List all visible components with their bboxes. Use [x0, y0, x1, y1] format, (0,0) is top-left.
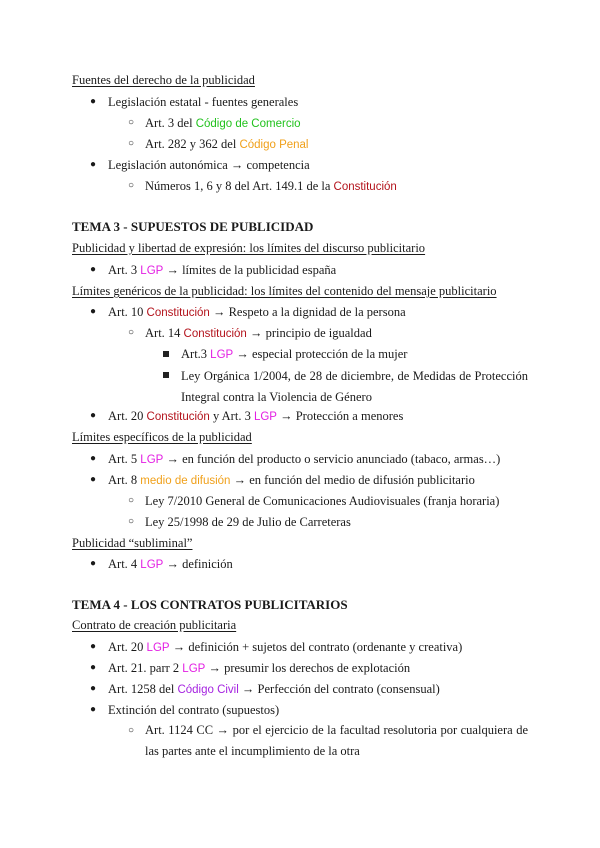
bullet-dot-icon: ●: [90, 96, 97, 107]
section-heading: Límites genéricos de la publicidad: los límites del contenido del mensaje publicitario: [72, 284, 497, 298]
item-text: → definición + sujetos del contrato (ordenante y creativa): [169, 640, 463, 654]
item-text: Art.3: [181, 347, 211, 361]
list-item: [108, 472, 475, 489]
bullet-dot-icon: ●: [90, 683, 97, 694]
item-text: → Respeto a la dignidad de la persona: [209, 305, 406, 319]
bullet-circle-icon: ○: [128, 138, 135, 149]
term-lgp: LGP: [253, 411, 277, 423]
item-text: → límites de la publicidad españa: [163, 263, 337, 277]
bullet-dot-icon: ●: [90, 474, 97, 485]
item-text: Art. 10: [108, 305, 147, 319]
item-text: Art. 5: [108, 452, 141, 466]
item-text: → Protección a menores: [276, 409, 404, 423]
list-item: [108, 262, 336, 279]
bullet-circle-icon: ○: [128, 180, 135, 191]
term-codigo-civil: Código Civil: [177, 684, 239, 696]
section-heading: Límites específicos de la publicidad: [72, 430, 252, 444]
item-text: Art. 282 y 362 del: [145, 137, 240, 151]
bullet-dot-icon: ●: [90, 453, 97, 464]
bullet-dot-icon: ●: [90, 662, 97, 673]
bullet-dot-icon: ●: [90, 159, 97, 170]
list-item: [108, 408, 403, 425]
bullet-circle-icon: ○: [128, 495, 135, 506]
item-text: → definición: [163, 557, 233, 571]
term-codigo-penal: Código Penal: [239, 139, 309, 151]
item-text: → presumir los derechos de explotación: [205, 661, 411, 675]
term-lgp: LGP: [140, 559, 164, 571]
item-text: Art. 14: [145, 326, 184, 340]
bullet-circle-icon: ○: [128, 516, 135, 527]
list-item: [108, 556, 233, 573]
term-constitucion: Constitución: [333, 181, 397, 193]
item-text: Art. 3 del: [145, 116, 196, 130]
item-text: → en función del producto o servicio anunciado (tabaco, armas…): [163, 452, 501, 466]
item-text: Art. 20: [108, 409, 147, 423]
section-heading: Contrato de creación publicitaria: [72, 618, 237, 632]
bullet-dot-icon: ●: [90, 306, 97, 317]
item-text: Art. 21. parr 2: [108, 661, 183, 675]
term-lgp: LGP: [140, 454, 164, 466]
term-medio-difusion: medio de difusión: [140, 475, 231, 487]
item-text: → principio de igualdad: [246, 326, 372, 340]
bullet-dot-icon: ●: [90, 410, 97, 421]
list-item: [108, 639, 462, 656]
list-item: [108, 681, 440, 698]
list-item: Ley 7/2010 General de Comunicaciones Audiovisuales (franja horaria): [145, 494, 500, 508]
item-text: → en función del medio de difusión publicitario: [230, 473, 475, 487]
list-item: Art. 1124 CC → por el ejercicio de la facultad resolutoria por cualquiera de las partes ante el incumplimiento de la otra: [145, 723, 528, 758]
page-title: TEMA 3 - SUPUESTOS DE PUBLICIDAD: [72, 219, 314, 234]
bullet-square-icon: [163, 351, 169, 357]
section-heading: Publicidad “subliminal”: [72, 536, 193, 550]
item-text: Art. 4: [108, 557, 141, 571]
bullet-dot-icon: ●: [90, 641, 97, 652]
list-item: [145, 115, 301, 132]
item-text: Art. 8: [108, 473, 141, 487]
item-text: y Art. 3: [209, 409, 254, 423]
item-text: Art. 20: [108, 640, 147, 654]
bullet-circle-icon: ○: [128, 327, 135, 338]
term-constitucion: Constitución: [183, 328, 247, 340]
bullet-circle-icon: ○: [128, 725, 135, 736]
list-item: Ley Orgánica 1/2004, de 28 de diciembre, de Medidas de Protección Integral contra la Violencia de Género: [181, 369, 528, 404]
term-lgp: LGP: [182, 663, 206, 675]
list-item: [145, 178, 397, 195]
list-item: [108, 304, 406, 321]
list-item: Legislación autonómica → competencia: [108, 158, 310, 172]
bullet-square-icon: [163, 372, 169, 378]
list-item: [181, 346, 407, 363]
term-lgp: LGP: [210, 349, 234, 361]
item-text: → Perfección del contrato (consensual): [238, 682, 440, 696]
term-lgp: LGP: [146, 642, 170, 654]
bullet-dot-icon: ●: [90, 264, 97, 275]
term-constitucion: Constitución: [146, 411, 210, 423]
bullet-dot-icon: ●: [90, 704, 97, 715]
item-text: → especial protección de la mujer: [233, 347, 408, 361]
list-item: Ley 25/1998 de 29 de Julio de Carreteras: [145, 515, 351, 529]
bullet-dot-icon: ●: [90, 558, 97, 569]
term-codigo-comercio: Código de Comercio: [195, 118, 301, 130]
item-text: Art. 1258 del: [108, 682, 178, 696]
list-item: [145, 136, 309, 153]
section-heading: Fuentes del derecho de la publicidad: [72, 73, 255, 87]
section-heading: Publicidad y libertad de expresión: los límites del discurso publicitario: [72, 241, 426, 255]
list-item: [108, 451, 500, 468]
item-text: Números 1, 6 y 8 del Art. 149.1 de la: [145, 179, 334, 193]
bullet-circle-icon: ○: [128, 117, 135, 128]
list-item: Extinción del contrato (supuestos): [108, 703, 280, 717]
page-title: TEMA 4 - LOS CONTRATOS PUBLICITARIOS: [72, 597, 348, 612]
item-text: Art. 3: [108, 263, 141, 277]
term-constitucion: Constitución: [146, 307, 210, 319]
list-item: Legislación estatal - fuentes generales: [108, 95, 299, 109]
list-item: [108, 660, 410, 677]
list-item: [145, 325, 372, 342]
term-lgp: LGP: [140, 265, 164, 277]
